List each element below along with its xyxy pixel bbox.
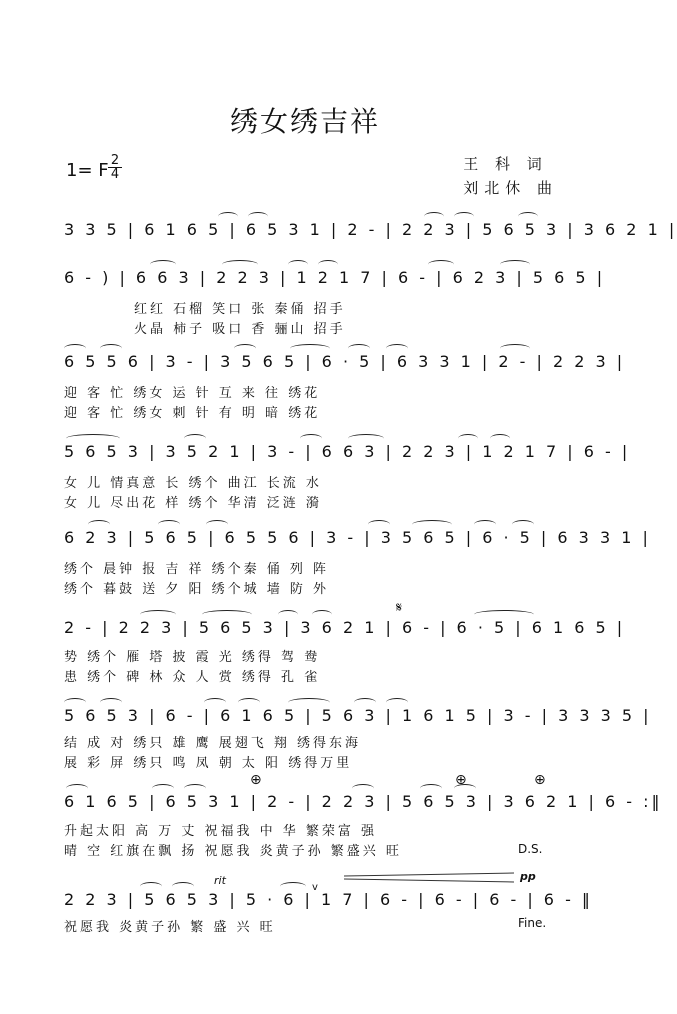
lyric-row-8-verse-2: 晴 空 红旗在飘 扬 祝愿我 炎黄子孙 繁盛兴 旺 xyxy=(64,844,402,859)
slur xyxy=(202,610,252,619)
time-signature xyxy=(108,154,122,181)
notes-row-1: 3 3 5 | 6 1 6 5 | 6 5 3 1 | 2 - | 2 2 3 | 5 6 5 3 | 3 6 2 1 | xyxy=(64,220,677,239)
slur xyxy=(412,520,452,529)
lyric-row-6-verse-1: 势 绣个 雁 塔 披 霞 光 绣得 驾 鸯 xyxy=(64,650,321,665)
slur xyxy=(474,520,496,529)
slur xyxy=(184,434,206,443)
slur xyxy=(428,260,454,269)
coda-mark-3: ⊕ xyxy=(534,772,546,788)
slur xyxy=(458,434,478,443)
slur xyxy=(280,882,306,891)
slur xyxy=(490,434,510,443)
slur xyxy=(518,212,538,221)
slur xyxy=(278,610,298,619)
notes-row-7: 5 6 5 3 | 6 - | 6 1 6 5 | 5 6 3 | 1 6 1 5 | 3 - | 3 3 3 5 | xyxy=(64,706,652,725)
slur xyxy=(420,784,442,793)
slur xyxy=(204,698,226,707)
lyric-row-5-verse-1: 绣个 晨钟 报 吉 祥 绣个秦 俑 列 阵 xyxy=(64,562,330,577)
slur xyxy=(500,260,530,269)
lyric-row-8-verse-1: 升起太阳 高 万 丈 祝福我 中 华 繁荣富 强 xyxy=(64,824,378,839)
slur xyxy=(300,434,322,443)
lyric-row-6-verse-2: 患 绣个 碑 林 众 人 赏 绣得 孔 雀 xyxy=(64,670,321,685)
diminuendo-line-bottom xyxy=(344,879,514,883)
fine-marking: Fine. xyxy=(518,916,547,930)
slur xyxy=(172,882,194,891)
slur xyxy=(424,212,444,221)
slur xyxy=(64,344,86,353)
slur xyxy=(354,698,376,707)
slur xyxy=(474,610,534,619)
rit-marking: rit xyxy=(214,874,226,887)
lyricist-credit: 王 科 词 xyxy=(463,155,548,173)
slur xyxy=(312,610,332,619)
slur xyxy=(100,344,122,353)
slur xyxy=(152,784,174,793)
key-signature: 1= F xyxy=(66,160,109,181)
diminuendo-line-top xyxy=(344,873,514,877)
slur xyxy=(222,260,258,269)
slur xyxy=(66,784,88,793)
slur xyxy=(248,212,268,221)
pp-marking: pp xyxy=(520,870,536,883)
ds-marking: D.S. xyxy=(518,842,543,856)
slur xyxy=(288,260,308,269)
time-signature-bottom: 4 xyxy=(110,167,120,182)
notes-row-4: 5 6 5 3 | 3 5 2 1 | 3 - | 6 6 3 | 2 2 3 | 1 2 1 7 | 6 - | xyxy=(64,442,631,461)
lyric-row-7-verse-1: 结 成 对 绣只 雄 鹰 展翅飞 翔 绣得东海 xyxy=(64,736,362,751)
notes-row-9: 2 2 3 | 5 6 5 3 | 5 · 6 | 1 7 | 6 - | 6 - | 6 - | 6 - ‖ xyxy=(64,890,593,909)
segno-mark: 𝄋 xyxy=(396,600,403,616)
slur xyxy=(512,520,534,529)
slur xyxy=(206,520,228,529)
slur xyxy=(348,434,384,443)
coda-mark-1: ⊕ xyxy=(250,772,262,788)
slur xyxy=(348,344,370,353)
song-title: 绣女绣吉祥 xyxy=(229,105,380,138)
slur xyxy=(352,784,374,793)
lyric-row-3-verse-1: 迎 客 忙 绣女 运 针 互 来 往 绣花 xyxy=(64,386,321,401)
slur xyxy=(88,520,110,529)
credits xyxy=(463,152,558,200)
lyric-row-3-verse-2: 迎 客 忙 绣女 刺 针 有 明 暗 绣花 xyxy=(64,406,321,421)
slur xyxy=(150,260,176,269)
lyric-row-4-verse-2: 女 儿 尽出花 样 绣个 华清 泛涟 漪 xyxy=(64,496,322,511)
slur xyxy=(140,610,176,619)
notes-row-5: 6 2 3 | 5 6 5 | 6 5 5 6 | 3 - | 3 5 6 5 | 6 · 5 | 6 3 3 1 | xyxy=(64,528,651,547)
slur xyxy=(234,344,256,353)
slur xyxy=(454,212,474,221)
lyric-row-2-verse-1: 红红 石榴 笑口 张 秦俑 招手 xyxy=(134,302,346,317)
notes-row-6: 2 - | 2 2 3 | 5 6 5 3 | 3 6 2 1 | 6 - | 6 · 5 | 6 1 6 5 | xyxy=(64,618,626,637)
slur xyxy=(64,698,86,707)
lyric-row-7-verse-2: 展 彩 屏 绣只 鸣 凤 朝 太 阳 绣得万里 xyxy=(64,756,353,771)
slur xyxy=(386,698,408,707)
lyric-row-9-verse-1: 祝愿我 炎黄子孙 繁 盛 兴 旺 xyxy=(64,920,276,935)
breath-mark: v xyxy=(312,882,318,893)
slur xyxy=(318,260,338,269)
slur xyxy=(140,882,162,891)
lyric-row-5-verse-2: 绣个 暮鼓 送 夕 阳 绣个城 墙 防 外 xyxy=(64,582,330,597)
slur xyxy=(218,212,238,221)
slur xyxy=(290,344,330,353)
composer-credit: 刘北休 曲 xyxy=(463,179,558,197)
slur xyxy=(238,698,260,707)
time-signature-top: 2 xyxy=(108,154,122,168)
slur xyxy=(66,434,120,443)
lyric-row-4-verse-1: 女 儿 情真意 长 绣个 曲江 长流 水 xyxy=(64,476,322,491)
coda-mark-2: ⊕ xyxy=(455,772,467,788)
notes-row-3: 6 5 5 6 | 3 - | 3 5 6 5 | 6 · 5 | 6 3 3 1 | 2 - | 2 2 3 | xyxy=(64,352,626,371)
slur xyxy=(158,520,180,529)
notes-row-8: 6 1 6 5 | 6 5 3 1 | 2 - | 2 2 3 | 5 6 5 3 | 3 6 2 1 | 6 - :‖ xyxy=(64,792,663,811)
slur xyxy=(288,698,330,707)
lyric-row-2-verse-2: 火晶 柿子 吸口 香 骊山 招手 xyxy=(134,322,346,337)
slur xyxy=(368,520,390,529)
slur xyxy=(500,344,530,353)
slur xyxy=(386,344,408,353)
slur xyxy=(454,784,476,793)
slur xyxy=(184,784,206,793)
notes-row-2: 6 - ) | 6 6 3 | 2 2 3 | 1 2 1 7 | 6 - | 6 2 3 | 5 6 5 | xyxy=(64,268,606,287)
slur xyxy=(100,698,122,707)
